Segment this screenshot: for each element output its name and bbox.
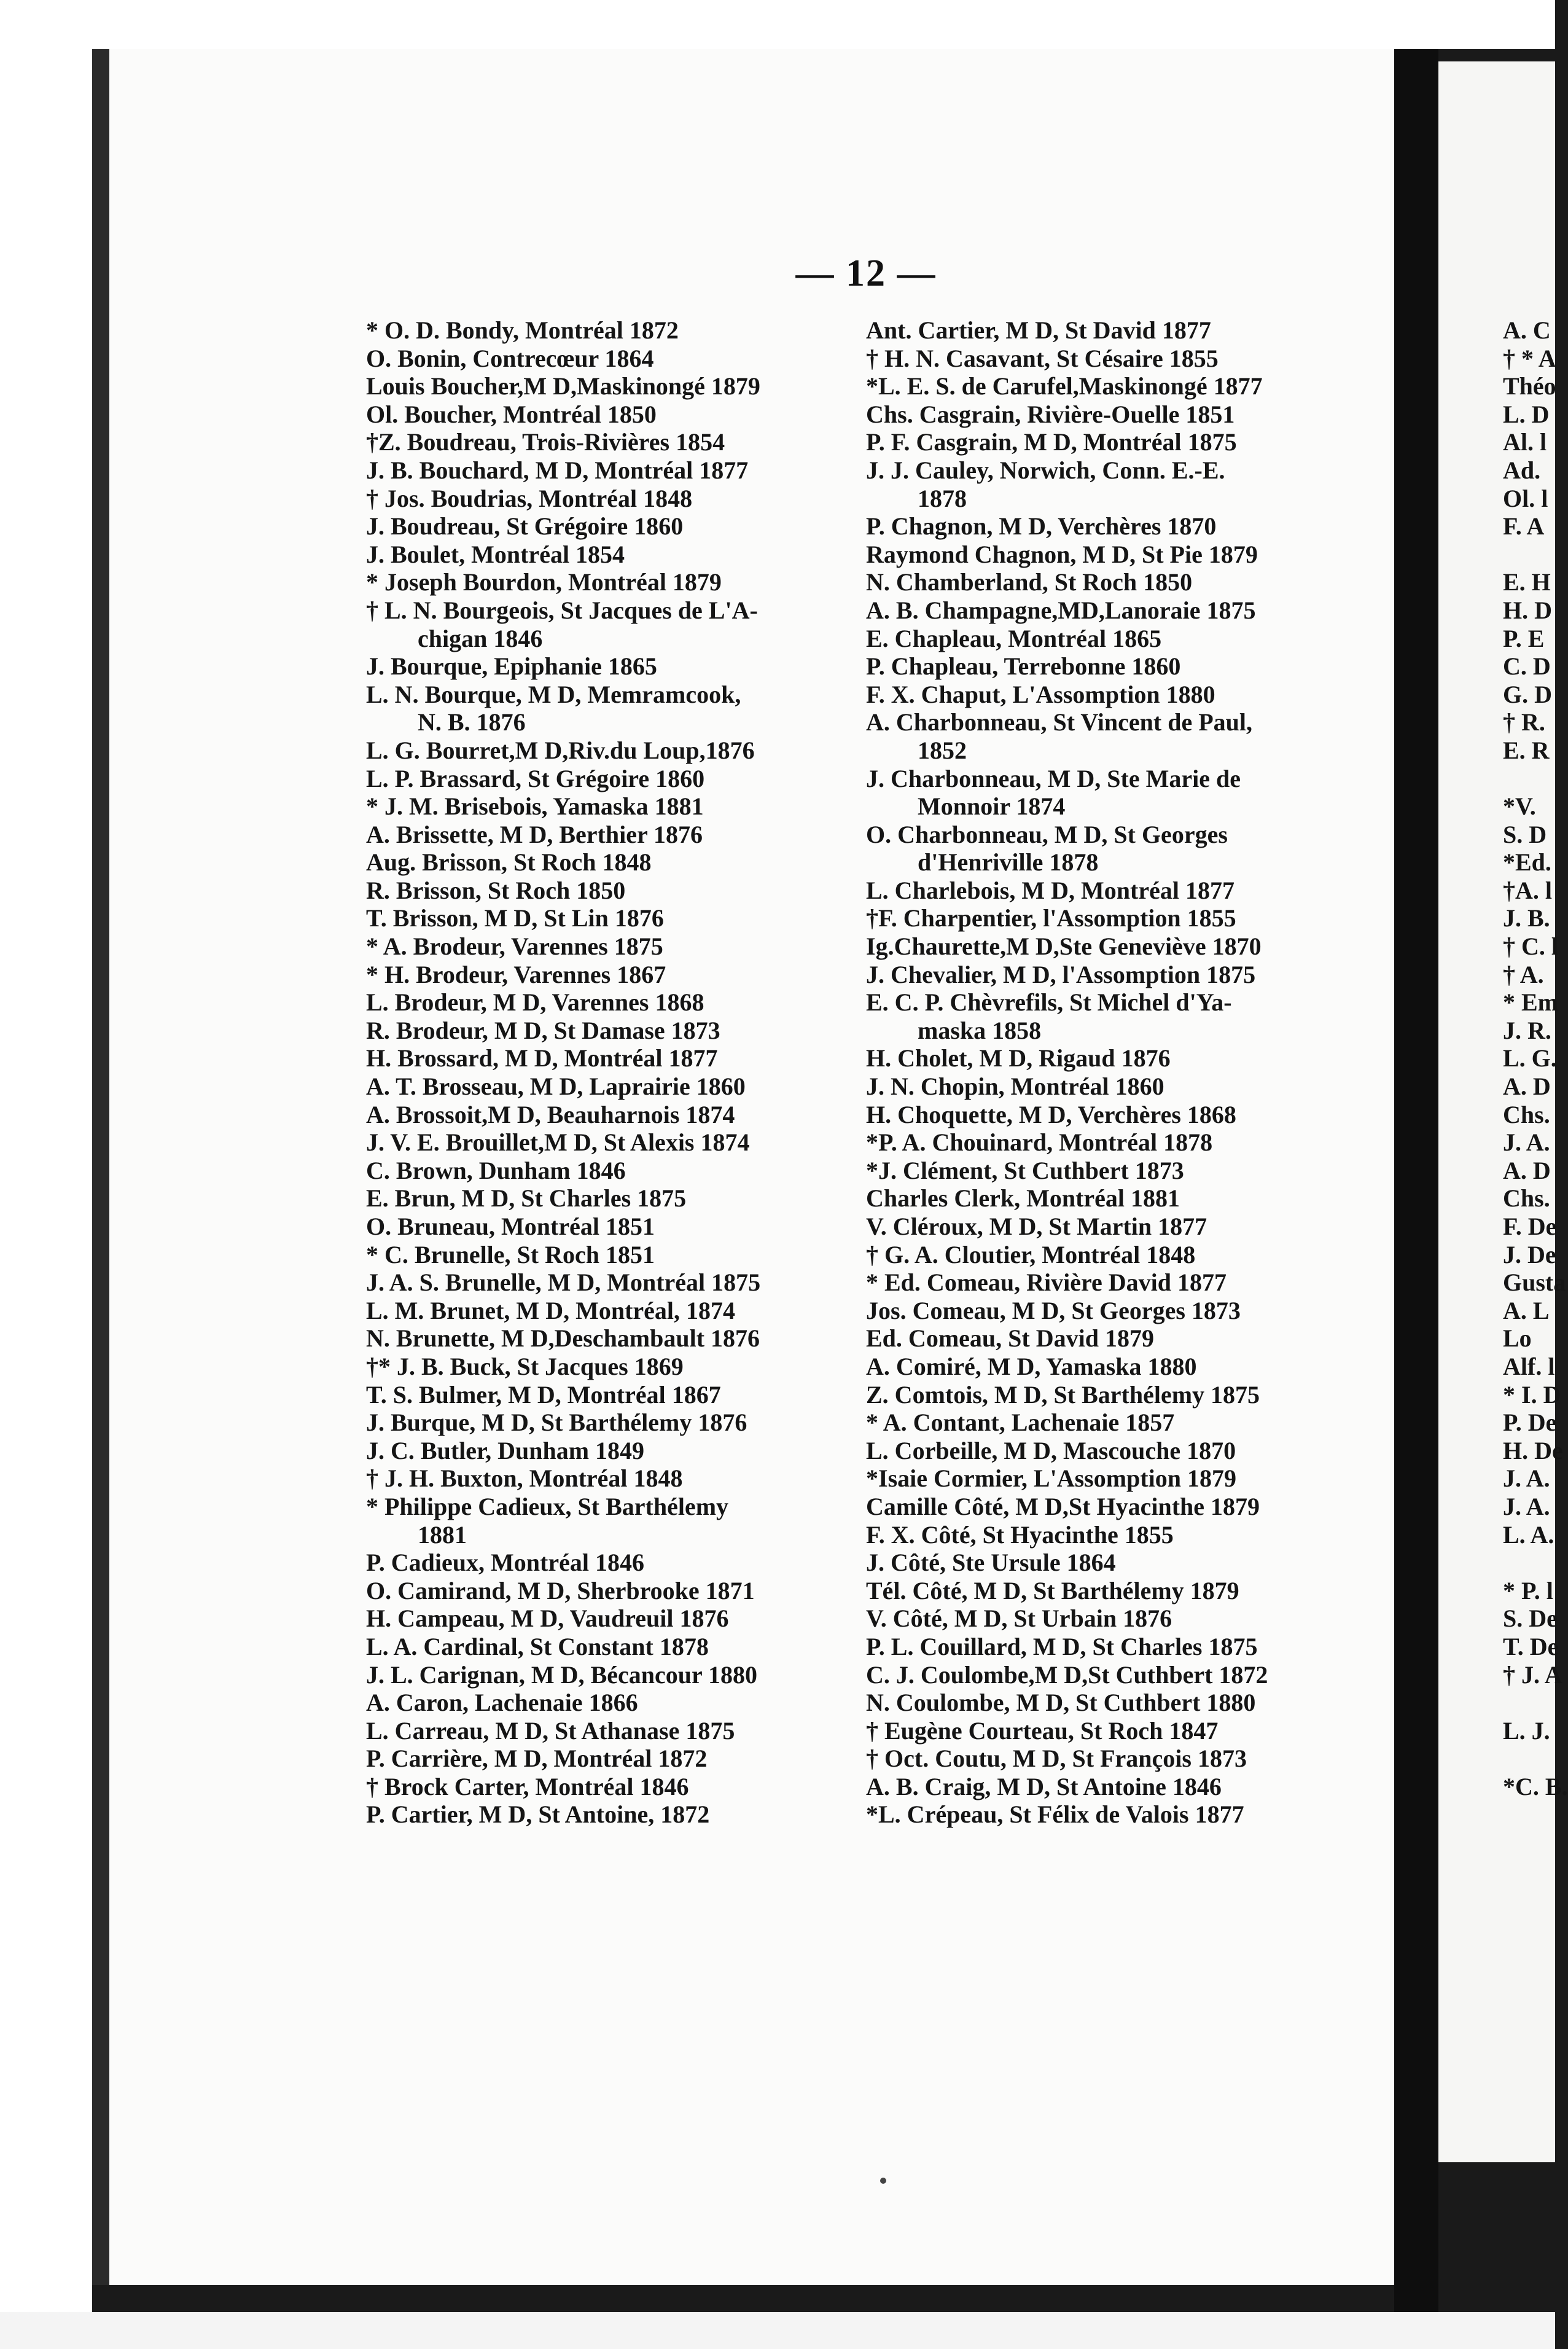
directory-entry: * Joseph Bourdon, Montréal 1879 — [366, 568, 722, 596]
directory-entry: P. Chapleau, Terrebonne 1860 — [866, 652, 1181, 681]
directory-entry: † H. N. Casavant, St Césaire 1855 — [866, 344, 1219, 372]
directory-entry: * A. Brodeur, Varennes 1875 — [366, 932, 663, 961]
facing-page-fragment: A. C — [1503, 316, 1551, 344]
directory-entry: L. G. Bourret,M D,Riv.du Loup,1876 — [366, 736, 755, 764]
directory-entry: N. Brunette, M D,Deschambault 1876 — [366, 1324, 760, 1353]
directory-entry: P. Cadieux, Montréal 1846 — [366, 1549, 644, 1577]
directory-entry: J. Boudreau, St Grégoire 1860 — [366, 512, 684, 541]
directory-entry: J. V. E. Brouillet,M D, St Alexis 1874 — [366, 1128, 750, 1157]
directory-entry: Charles Clerk, Montréal 1881 — [866, 1184, 1180, 1213]
facing-page-fragment: L. A. — [1503, 1520, 1554, 1549]
directory-entry: A. Brossoit,M D, Beauharnois 1874 — [366, 1100, 735, 1128]
directory-entry: A. Brissette, M D, Berthier 1876 — [366, 820, 703, 848]
directory-entry: † J. H. Buxton, Montréal 1848 — [366, 1464, 683, 1493]
directory-entry: O. Charbonneau, M D, St Georges — [866, 820, 1228, 848]
directory-entry: A. Caron, Lachenaie 1866 — [366, 1689, 638, 1717]
directory-entry: *Isaie Cormier, L'Assomption 1879 — [866, 1464, 1236, 1493]
facing-page-fragment: C. D — [1503, 652, 1551, 681]
directory-entry: P. F. Casgrain, M D, Montréal 1875 — [866, 428, 1237, 456]
facing-page-fragment: J. A. — [1503, 1492, 1550, 1520]
facing-page-fragment: Chs. — [1503, 1100, 1550, 1128]
directory-entry: E. Chapleau, Montréal 1865 — [866, 624, 1162, 652]
facing-page-fragment: E. H — [1503, 568, 1551, 596]
page-number: — 12 — — [795, 252, 937, 294]
facing-page-fragment: * P. l — [1503, 1576, 1553, 1604]
right-column — [866, 316, 1357, 1829]
directory-entry: * Ed. Comeau, Rivière David 1877 — [866, 1268, 1227, 1297]
facing-page-fragment: L. D — [1503, 400, 1550, 428]
facing-page-fragment: J. B. — [1503, 904, 1550, 932]
directory-entry: A. B. Craig, M D, St Antoine 1846 — [866, 1772, 1222, 1800]
facing-page-fragment: H. D — [1503, 596, 1552, 624]
directory-entry: A. T. Brosseau, M D, Laprairie 1860 — [366, 1073, 746, 1101]
facing-page-fragment — [1503, 765, 1568, 793]
facing-page-fragment: J. R. — [1503, 1016, 1551, 1044]
directory-entry: R. Brodeur, M D, St Damase 1873 — [366, 1016, 720, 1044]
directory-entry: H. Cholet, M D, Rigaud 1876 — [866, 1044, 1171, 1073]
directory-entry: *P. A. Chouinard, Montréal 1878 — [866, 1128, 1213, 1157]
facing-page-fragment: † J. A — [1503, 1660, 1562, 1689]
entry-continuation: 1852 — [918, 736, 967, 764]
directory-entry: J. N. Chopin, Montréal 1860 — [866, 1073, 1164, 1101]
facing-page-fragment: J. A. — [1503, 1464, 1550, 1493]
directory-entry: A. B. Champagne,MD,Lanoraie 1875 — [866, 596, 1256, 624]
facing-page-fragment: L. G. — [1503, 1044, 1557, 1073]
facing-page-fragment: Al. l — [1503, 428, 1547, 456]
facing-page-fragment: T. De — [1503, 1632, 1559, 1660]
facing-page-fragment: G. D — [1503, 680, 1552, 708]
directory-entry: L. N. Bourque, M D, Memramcook, — [366, 680, 741, 708]
facing-page-fragment: † * A — [1503, 344, 1556, 372]
facing-page-fragment: Alf. l — [1503, 1352, 1555, 1380]
entry-continuation: maska 1858 — [918, 1016, 1042, 1044]
directory-entry: V. Cléroux, M D, St Martin 1877 — [866, 1213, 1207, 1240]
directory-entry: T. S. Bulmer, M D, Montréal 1867 — [366, 1380, 721, 1409]
directory-entry: J. Charbonneau, M D, Ste Marie de — [866, 764, 1241, 792]
entry-continuation: chigan 1846 — [418, 624, 543, 652]
facing-page-fragment: S. D — [1503, 820, 1547, 848]
directory-entry: T. Brisson, M D, St Lin 1876 — [366, 904, 664, 932]
directory-entry: J. Chevalier, M D, l'Assomption 1875 — [866, 960, 1256, 988]
directory-entry: *L. E. S. de Carufel,Maskinongé 1877 — [866, 372, 1263, 401]
directory-entry: O. Bruneau, Montréal 1851 — [366, 1213, 655, 1240]
facing-page-fragment: F. A — [1503, 512, 1545, 541]
facing-page-fragments — [1503, 316, 1568, 1800]
directory-entry: † Brock Carter, Montréal 1846 — [366, 1772, 689, 1800]
directory-entry: C. Brown, Dunham 1846 — [366, 1156, 626, 1184]
directory-entry: J. Bourque, Epiphanie 1865 — [366, 652, 657, 681]
film-margin-bottom — [0, 2312, 1555, 2349]
directory-entry: J. A. S. Brunelle, M D, Montréal 1875 — [366, 1268, 761, 1297]
facing-page-fragment: Lo — [1503, 1324, 1532, 1353]
directory-entry: J. J. Cauley, Norwich, Conn. E.-E. — [866, 456, 1225, 484]
facing-page-fragment: † R. — [1503, 708, 1545, 737]
film-margin-left — [0, 49, 92, 2312]
directory-entry: J. C. Butler, Dunham 1849 — [366, 1436, 645, 1464]
directory-entry: Louis Boucher,M D,Maskinongé 1879 — [366, 372, 760, 401]
directory-entry: * H. Brodeur, Varennes 1867 — [366, 960, 666, 988]
facing-page-fragment — [1503, 541, 1568, 569]
directory-entry: Chs. Casgrain, Rivière-Ouelle 1851 — [866, 400, 1235, 428]
directory-entry: * C. Brunelle, St Roch 1851 — [366, 1240, 655, 1268]
directory-entry: * A. Contant, Lachenaie 1857 — [866, 1409, 1175, 1437]
directory-entry: A. Charbonneau, St Vincent de Paul, — [866, 708, 1252, 737]
directory-entry: P. Cartier, M D, St Antoine, 1872 — [366, 1800, 710, 1829]
directory-entry: H. Brossard, M D, Montréal 1877 — [366, 1044, 718, 1073]
directory-entry: * O. D. Bondy, Montréal 1872 — [366, 316, 679, 344]
facing-page-fragment — [1503, 1549, 1568, 1577]
directory-entry: * Philippe Cadieux, St Barthélemy — [366, 1492, 729, 1520]
facing-page-fragment: *V. — [1503, 792, 1536, 821]
directory-entry: Raymond Chagnon, M D, St Pie 1879 — [866, 540, 1258, 568]
directory-entry: † G. A. Cloutier, Montréal 1848 — [866, 1240, 1196, 1268]
directory-entry: J. Boulet, Montréal 1854 — [366, 540, 625, 568]
directory-entry: P. Chagnon, M D, Verchères 1870 — [866, 512, 1217, 541]
entry-continuation: d'Henriville 1878 — [918, 848, 1099, 877]
entry-continuation: 1881 — [418, 1520, 467, 1549]
directory-entry: Camille Côté, M D,St Hyacinthe 1879 — [866, 1492, 1260, 1520]
facing-page-fragment: *Ed. — [1503, 848, 1551, 877]
directory-entry: N. Chamberland, St Roch 1850 — [866, 568, 1193, 596]
facing-page-fragment: A. D — [1503, 1156, 1551, 1184]
directory-entry: N. Coulombe, M D, St Cuthbert 1880 — [866, 1689, 1256, 1717]
directory-entry: * J. M. Brisebois, Yamaska 1881 — [366, 792, 704, 821]
directory-entry: Z. Comtois, M D, St Barthélemy 1875 — [866, 1380, 1260, 1409]
directory-entry: Ig.Chaurette,M D,Ste Geneviève 1870 — [866, 932, 1262, 961]
directory-entry: O. Bonin, Contrecœur 1864 — [366, 344, 654, 372]
facing-page-fragment: Ol. l — [1503, 484, 1548, 512]
facing-page-fragment: Chs. — [1503, 1184, 1550, 1213]
entry-continuation: 1878 — [918, 484, 967, 512]
directory-entry: L. M. Brunet, M D, Montréal, 1874 — [366, 1296, 736, 1324]
directory-entry: Aug. Brisson, St Roch 1848 — [366, 848, 652, 877]
facing-page-fragment: Théo — [1503, 372, 1556, 401]
facing-page-fragment: P. De — [1503, 1409, 1557, 1437]
page-binding-edge — [92, 49, 109, 2285]
facing-page-fragment: E. R — [1503, 736, 1550, 764]
directory-entry: L. P. Brassard, St Grégoire 1860 — [366, 764, 705, 792]
entry-continuation: N. B. 1876 — [418, 708, 526, 737]
facing-page-fragment: J. A. — [1503, 1128, 1550, 1157]
directory-entry: L. Brodeur, M D, Varennes 1868 — [366, 988, 704, 1017]
directory-entry: F. X. Côté, St Hyacinthe 1855 — [866, 1520, 1174, 1549]
entry-continuation: Monnoir 1874 — [918, 792, 1066, 821]
directory-entry: V. Côté, M D, St Urbain 1876 — [866, 1604, 1172, 1633]
facing-page-fragment: * I. D — [1503, 1380, 1561, 1409]
facing-page-fragment: † C. l — [1503, 932, 1558, 961]
directory-entry: H. Choquette, M D, Verchères 1868 — [866, 1100, 1236, 1128]
facing-page-fragment: Ad. — [1503, 456, 1541, 484]
directory-entry: P. L. Couillard, M D, St Charles 1875 — [866, 1632, 1258, 1660]
directory-entry: J. L. Carignan, M D, Bécancour 1880 — [366, 1660, 758, 1689]
directory-entry: E. C. P. Chèvrefils, St Michel d'Ya- — [866, 988, 1232, 1017]
facing-page-fragment: † A. — [1503, 960, 1544, 988]
directory-entry: *L. Crépeau, St Félix de Valois 1877 — [866, 1800, 1244, 1829]
directory-entry: Ed. Comeau, St David 1879 — [866, 1324, 1154, 1353]
facing-page-fragment: †A. l — [1503, 876, 1552, 904]
directory-entry: L. Charlebois, M D, Montréal 1877 — [866, 876, 1235, 904]
directory-entry: Ol. Boucher, Montréal 1850 — [366, 400, 657, 428]
facing-page-fragment: Gusta — [1503, 1268, 1566, 1297]
directory-entry: Jos. Comeau, M D, St Georges 1873 — [866, 1296, 1241, 1324]
directory-entry: † L. N. Bourgeois, St Jacques de L'A- — [366, 596, 758, 624]
directory-entry: † Jos. Boudrias, Montréal 1848 — [366, 484, 693, 512]
facing-page-fragment: H. De — [1503, 1436, 1563, 1464]
directory-entry: H. Campeau, M D, Vaudreuil 1876 — [366, 1604, 729, 1633]
directory-entry: J. B. Bouchard, M D, Montréal 1877 — [366, 456, 749, 484]
directory-entry: E. Brun, M D, St Charles 1875 — [366, 1184, 687, 1213]
directory-entry: A. Comiré, M D, Yamaska 1880 — [866, 1352, 1197, 1380]
directory-entry: O. Camirand, M D, Sherbrooke 1871 — [366, 1576, 755, 1604]
directory-entry: J. Côté, Ste Ursule 1864 — [866, 1549, 1116, 1577]
directory-entry: P. Carrière, M D, Montréal 1872 — [366, 1745, 708, 1773]
directory-entry: R. Brisson, St Roch 1850 — [366, 876, 626, 904]
facing-page-fragment: *C. B. — [1503, 1772, 1568, 1800]
facing-page-fragment: L. J. — [1503, 1716, 1550, 1745]
facing-page-fragment: A. D — [1503, 1073, 1551, 1101]
ink-speck — [880, 2178, 886, 2184]
directory-entry: L. A. Cardinal, St Constant 1878 — [366, 1632, 709, 1660]
facing-page-fragment: * Em — [1503, 988, 1558, 1017]
directory-entry: J. Burque, M D, St Barthélemy 1876 — [366, 1409, 747, 1437]
facing-page-fragment — [1503, 1689, 1568, 1717]
facing-page-fragment — [1503, 1745, 1568, 1773]
directory-entry: Tél. Côté, M D, St Barthélemy 1879 — [866, 1576, 1239, 1604]
film-margin-top — [0, 0, 1555, 49]
left-column — [366, 316, 857, 1829]
directory-entry: F. X. Chaput, L'Assomption 1880 — [866, 680, 1215, 708]
directory-entry: *J. Clément, St Cuthbert 1873 — [866, 1156, 1184, 1184]
directory-entry: L. Carreau, M D, St Athanase 1875 — [366, 1716, 735, 1745]
directory-entry: †* J. B. Buck, St Jacques 1869 — [366, 1352, 684, 1380]
directory-entry: †F. Charpentier, l'Assomption 1855 — [866, 904, 1236, 932]
directory-entry: † Oct. Coutu, M D, St François 1873 — [866, 1745, 1247, 1773]
directory-entry: †Z. Boudreau, Trois-Rivières 1854 — [366, 428, 725, 456]
facing-page-fragment: J. De — [1503, 1240, 1556, 1268]
facing-page-fragment: P. E — [1503, 624, 1545, 652]
facing-page-fragment: S. De — [1503, 1604, 1558, 1633]
directory-entry: † Eugène Courteau, St Roch 1847 — [866, 1716, 1219, 1745]
directory-entry: C. J. Coulombe,M D,St Cuthbert 1872 — [866, 1660, 1268, 1689]
facing-page-fragment: F. De — [1503, 1213, 1557, 1240]
facing-page-fragment: A. L — [1503, 1296, 1550, 1324]
directory-entry: L. Corbeille, M D, Mascouche 1870 — [866, 1436, 1236, 1464]
directory-entry: Ant. Cartier, M D, St David 1877 — [866, 316, 1211, 344]
page-gutter-shadow — [1394, 49, 1438, 2322]
